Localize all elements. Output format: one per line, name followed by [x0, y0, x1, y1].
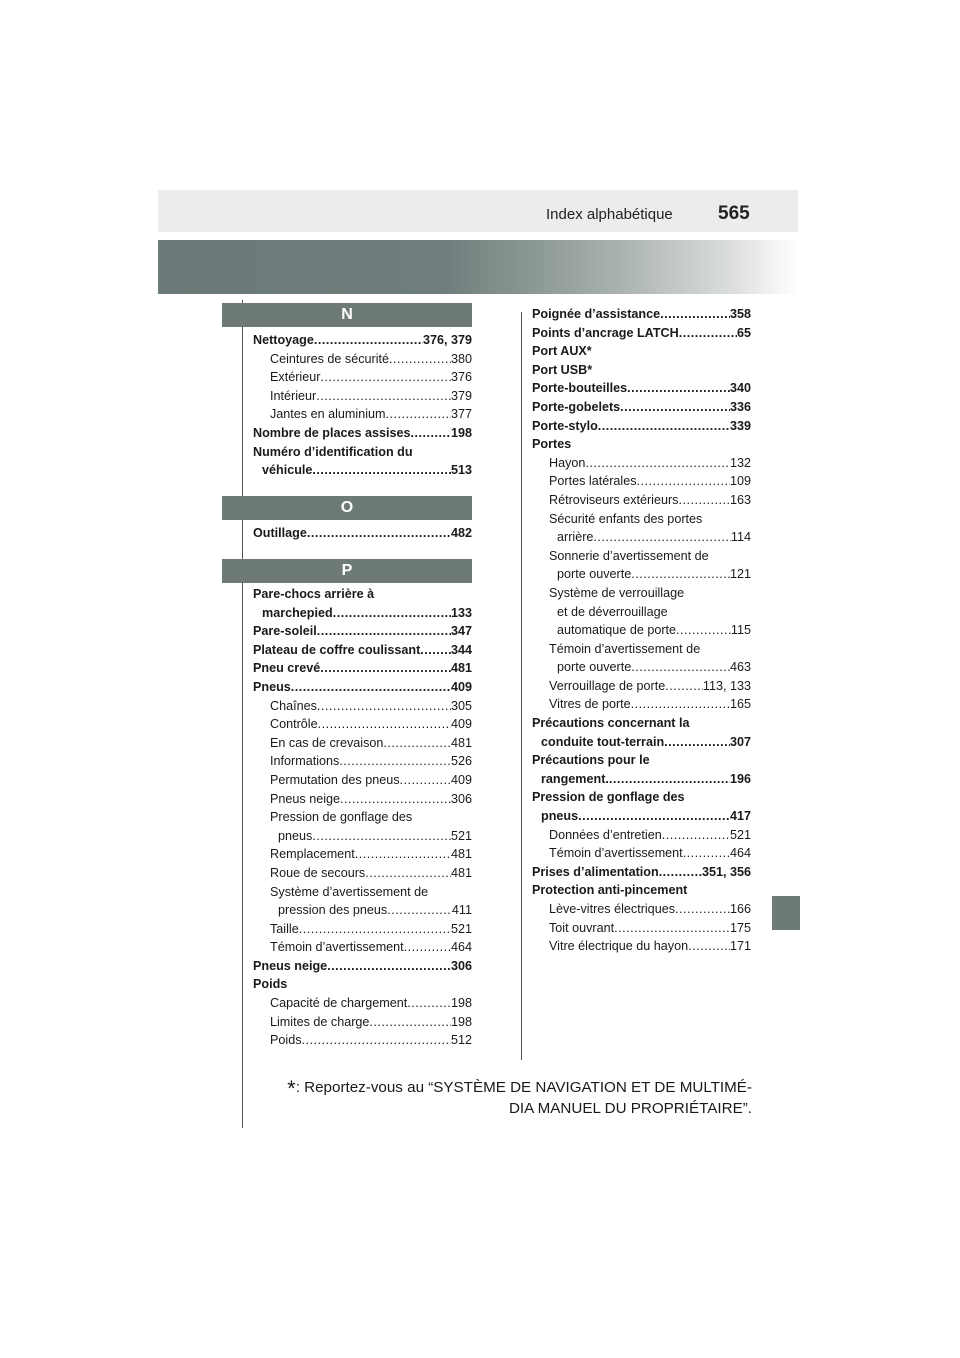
index-entry-line: Protection anti-pincement	[532, 883, 688, 898]
index-subentry: Extérieur ..... 376	[253, 368, 472, 387]
index-section-o	[253, 524, 472, 543]
index-entry-line: Pare-chocs arrière à	[253, 587, 375, 601]
index-subentry: Contrôle ..... 409	[253, 715, 472, 734]
index-subentry: Poids ..... 512	[253, 1031, 472, 1050]
index-subentry: Portes latérales ..... 109	[532, 472, 751, 491]
index-entry: Porte-bouteilles ..... 340	[532, 379, 751, 398]
index-subentry-line: Sonnerie d’avertissement de	[549, 548, 709, 563]
index-entry: Nombre de places assises ..... 198	[253, 424, 472, 443]
index-subentry: Remplacement ..... 481	[253, 845, 472, 864]
index-entry: Pneus ..... 409	[253, 678, 472, 697]
index-entry-line: Précautions pour le	[532, 753, 650, 768]
index-entry: Prises d’alimentation ..... 351, 356	[532, 863, 751, 882]
index-entry: Points d’ancrage LATCH ..... 65	[532, 324, 751, 343]
index-subentry: Permutation des pneus ..... 409	[253, 771, 472, 790]
footnote-line-2: DIA MANUEL DU PROPRIÉTAIRE”.	[508, 1100, 752, 1117]
index-subentry: Chaînes ..... 305	[253, 697, 472, 716]
index-subentry: Limites de charge ..... 198	[253, 1013, 472, 1032]
index-subentry: Vitre électrique du hayon ..... 171	[532, 937, 751, 956]
index-entry-line: Précautions concernant la	[532, 716, 690, 731]
index-subentry: Témoin d’avertissement ..... 464	[532, 844, 751, 863]
index-entry-line: Numéro d’identification du	[253, 444, 413, 459]
index-subentry-line: Sécurité enfants des portes	[549, 511, 703, 526]
index-entry: Porte-gobelets ..... 336	[532, 398, 751, 417]
header-title: Index alphabétique	[546, 206, 673, 223]
index-entry-line: Poids	[253, 977, 288, 992]
index-subentry: Capacité de chargement ..... 198	[253, 994, 472, 1013]
index-subentry: Vitres de porte ..... 165	[532, 695, 751, 714]
index-entry: Poignée d’assistance ..... 358	[532, 305, 751, 324]
decorative-banner	[158, 240, 798, 294]
index-entry: Nettoyage ..... 376, 379	[253, 331, 472, 350]
section-thumb-tab	[772, 896, 800, 930]
index-entry: Pneu crevé ..... 481	[253, 659, 472, 678]
index-subentry: porte ouverte ..... 463	[532, 658, 751, 677]
index-entry-line: Port USB*	[532, 362, 593, 377]
index-subentry: Toit ouvrant ..... 175	[532, 919, 751, 938]
index-entry: pneus ..... 417	[532, 807, 751, 826]
index-subentry: Ceintures de sécurité ..... 380	[253, 350, 472, 369]
index-subentry: pression des pneus ..... 411	[253, 901, 472, 920]
index-entry: Outillage ..... 482	[253, 524, 472, 543]
index-subentry: arrière ..... 114	[532, 528, 751, 547]
index-entry: marchepied ..... 133	[253, 604, 472, 623]
index-subentry-line: Système d’avertissement de	[270, 884, 429, 899]
index-subentry: Verrouillage de porte ..... 113, 133	[532, 677, 751, 696]
index-subentry-line: Pression de gonflage des	[270, 810, 413, 825]
footnote-line-1: *: Reportez-vous au “SYSTÈME DE NAVIGATION ET DE MULTIMÉ-	[287, 1076, 752, 1101]
index-entry: véhicule ..... 513	[253, 461, 472, 480]
index-subentry: automatique de porte ..... 115	[532, 621, 751, 640]
index-entry-line: Port AUX*	[532, 344, 592, 359]
index-subentry: Hayon ..... 132	[532, 454, 751, 473]
header-band	[158, 190, 798, 232]
footnote	[280, 1078, 752, 1119]
index-subentry: En cas de crevaison ..... 481	[253, 734, 472, 753]
section-letter-p: P	[222, 559, 472, 583]
index-entry: Plateau de coffre coulissant ..... 344	[253, 641, 472, 660]
index-subentry: Témoin d’avertissement ..... 464	[253, 938, 472, 957]
index-entry: rangement. ..... 196	[532, 770, 751, 789]
index-subentry: Intérieur ..... 379	[253, 387, 472, 406]
index-section-p	[253, 585, 472, 1050]
index-subentry: Informations ..... 526	[253, 752, 472, 771]
section-letter-n: N	[222, 303, 472, 327]
index-subentry: pneus ..... 521	[253, 827, 472, 846]
index-subentry: Taille ..... 521	[253, 920, 472, 939]
index-subentry-line: Témoin d’avertissement de	[549, 641, 701, 656]
index-entry-line: Pression de gonflage des	[532, 790, 685, 805]
index-entry: conduite tout-terrain ..... 307	[532, 733, 751, 752]
index-subentry-line: Système de verrouillage	[549, 585, 685, 600]
index-subentry: Lève-vitres électriques ..... 166	[532, 900, 751, 919]
left-margin-rule	[242, 300, 243, 1128]
index-subentry: Données d’entretien ..... 521	[532, 826, 751, 845]
index-subentry: porte ouverte ..... 121	[532, 565, 751, 584]
index-section-n	[253, 331, 472, 480]
footnote-asterisk: *	[287, 1076, 296, 1101]
index-subentry-line: et de déverrouillage	[557, 604, 668, 619]
section-letter-o: O	[222, 496, 472, 520]
index-entry: Pare-soleil ..... 347	[253, 622, 472, 641]
index-entry-line: Portes	[532, 437, 572, 452]
index-subentry: Jantes en aluminium ..... 377	[253, 405, 472, 424]
page-number: 565	[718, 203, 750, 224]
index-subentry: Pneus neige ..... 306	[253, 790, 472, 809]
index-subentry: Roue de secours ..... 481	[253, 864, 472, 883]
index-column-right	[532, 305, 751, 956]
index-entry: Pneus neige ..... 306	[253, 957, 472, 976]
column-divider	[521, 312, 522, 1060]
index-entry: Porte-stylo ..... 339	[532, 417, 751, 436]
index-subentry: Rétroviseurs extérieurs ..... 163	[532, 491, 751, 510]
